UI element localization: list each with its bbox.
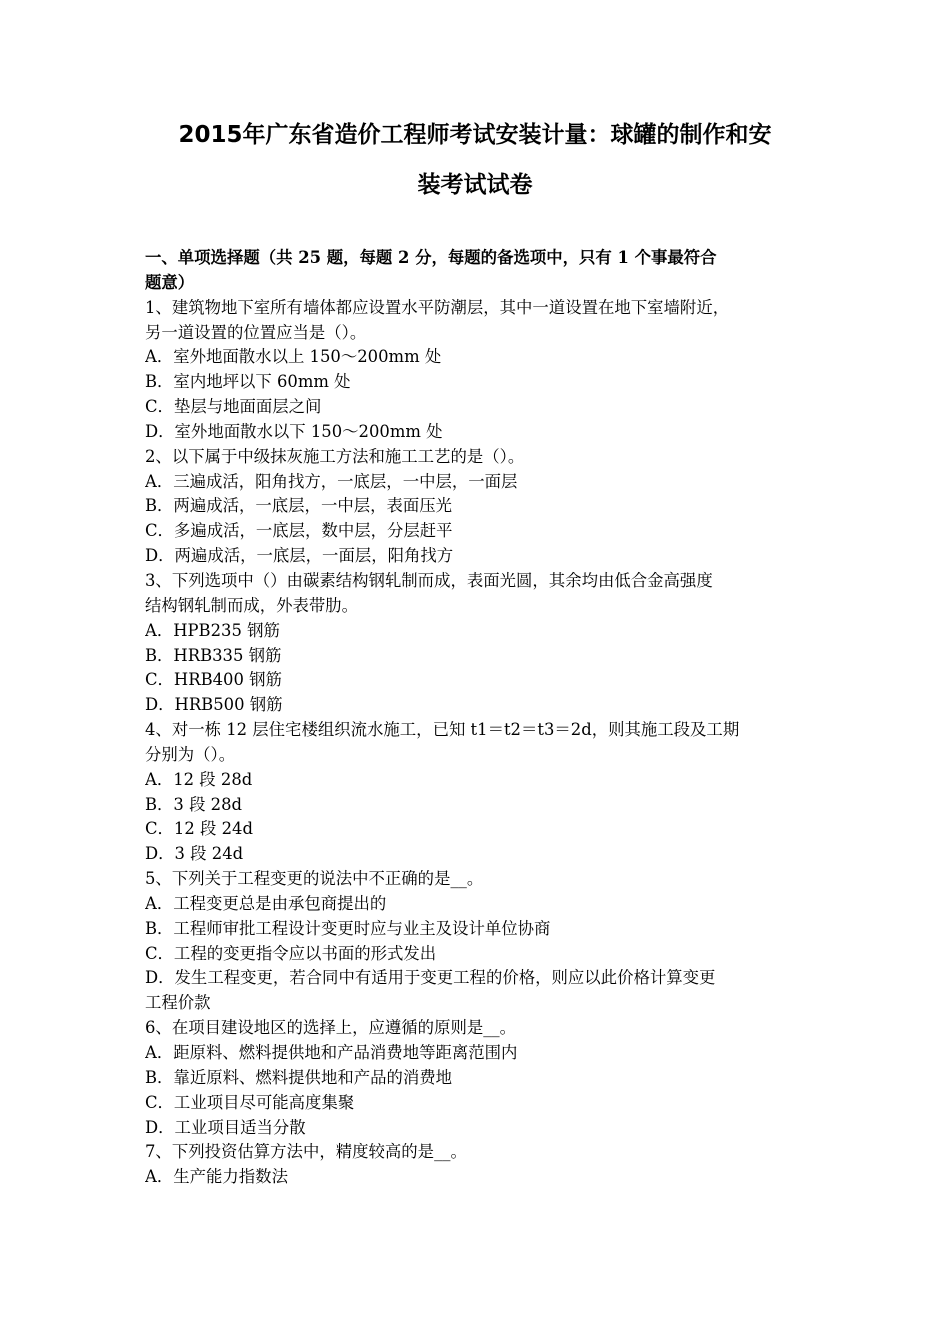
question-text-line: B．室内地坪以下 60mm 处 (145, 372, 351, 392)
question-text-line: A．工程变更总是由承包商提出的 (145, 893, 387, 913)
question-text-line: 工程价款 (145, 993, 211, 1013)
question-text-line: D．HRB500 钢筋 (145, 695, 283, 715)
question-text-line: B．HRB335 钢筋 (145, 645, 282, 665)
question-text-line: A．HPB235 钢筋 (145, 620, 280, 640)
question-text-line: B．工程师审批工程设计变更时应与业主及设计单位协商 (145, 918, 551, 938)
question-text-line: 5、下列关于工程变更的说法中不正确的是__。 (145, 869, 484, 889)
question-text-line: B．靠近原料、燃料提供地和产品的消费地 (145, 1067, 453, 1087)
question-text-line: 分别为（）。 (145, 744, 236, 764)
question-text-line: 2、以下属于中级抹灰施工方法和施工工艺的是（）。 (145, 446, 525, 466)
question-text-line: B．两遍成活，一底层，一中层，表面压光 (145, 496, 453, 516)
question-text-line: A．生产能力指数法 (145, 1167, 288, 1187)
question-text-line: D．发生工程变更，若合同中有适用于变更工程的价格，则应以此价格计算变更 (145, 968, 716, 988)
question-text-line: C．垫层与地面面层之间 (145, 397, 322, 417)
question-text-line: C．工程的变更指令应以书面的形式发出 (145, 943, 437, 963)
document-title-line-2: 装考试试卷 (417, 172, 533, 198)
question-text-line: 1、建筑物地下室所有墙体都应设置水平防潮层，其中一道设置在地下室墙附近， (145, 297, 730, 317)
question-text-line: A．12 段 28d (145, 769, 253, 789)
question-text-line: 7、下列投资估算方法中，精度较高的是__。 (145, 1142, 467, 1162)
question-text-line: C．12 段 24d (145, 819, 253, 839)
question-text-line: D．3 段 24d (145, 844, 244, 864)
document-title-line-1: 2015年广东省造价工程师考试安装计量：球罐的制作和安 (178, 122, 772, 148)
question-text-line: A．室外地面散水以上 150～200mm 处 (145, 347, 442, 367)
section-heading-line: 题意） (145, 272, 195, 292)
question-text-line: C．HRB400 钢筋 (145, 670, 282, 690)
question-text-line: 3、下列选项中（）由碳素结构钢轧制而成，表面光圆，其余均由低合金高强度 (145, 570, 713, 590)
question-text-line: B．3 段 28d (145, 794, 243, 814)
question-text-line: D．两遍成活，一底层，一面层，阳角找方 (145, 546, 454, 566)
question-text-line: D．工业项目适当分散 (145, 1117, 306, 1137)
question-text-line: 4、对一栋 12 层住宅楼组织流水施工，已知 t1＝t2＝t3＝2d，则其施工段及工期 (145, 720, 740, 740)
question-text-line: 结构钢轧制而成，外表带肋。 (145, 595, 359, 615)
question-text-line: A．距原料、燃料提供地和产品消费地等距离范围内 (145, 1043, 518, 1062)
section-heading-line: 一、单项选择题（共 25 题，每题 2 分，每题的备选项中，只有 1 个事最符合 (145, 248, 717, 267)
question-text-line: C．多遍成活，一底层，数中层，分层赶平 (145, 521, 453, 541)
document-body (145, 246, 810, 1190)
question-text-line: 6、在项目建设地区的选择上，应遵循的原则是__。 (145, 1018, 517, 1038)
question-text-line: 另一道设置的位置应当是（）。 (145, 322, 367, 342)
question-text-line: C．工业项目尽可能高度集聚 (145, 1092, 355, 1112)
question-text-line: D．室外地面散水以下 150～200mm 处 (145, 421, 443, 441)
question-text-line: A．三遍成活，阳角找方，一底层，一中层，一面层 (145, 471, 518, 491)
